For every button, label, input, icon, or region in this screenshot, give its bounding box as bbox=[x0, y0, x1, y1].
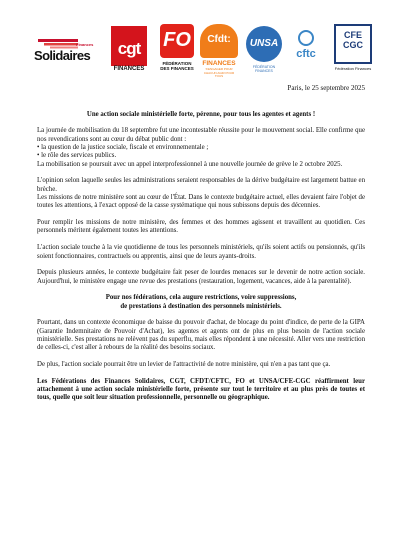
fo-logo bbox=[158, 24, 196, 78]
paragraph-action-sociale: L'action sociale touche à la vie quotidienne de tous les personnels ministériels, qu'ils soient actifs ou pensionnés, qu'ils soient fonctionnaires, contractuels ou apprentis, ainsi que de leurs ayants-droits. bbox=[37, 244, 365, 260]
paragraph-opinion: L'opinion selon laquelle seules les administrations seraient responsables de la dérive budgétaire est largement battue en brèche. bbox=[37, 177, 365, 193]
solidaires-name: Solidaires bbox=[34, 48, 91, 63]
paragraph-missions: Les missions de notre ministère sont au cœur de l'État. Dans le contexte budgétaire actuel, elles devaient faire l'objet de toutes les attentions, à l'exact opposé de la casse systématique qui nous subissons depuis des décennies. bbox=[37, 194, 365, 210]
bullet-services: • le rôle des services publics. bbox=[37, 152, 117, 160]
spacer bbox=[37, 261, 365, 269]
cfe-cgc-subtitle: Fédération Finances bbox=[334, 66, 372, 71]
cfdt-name: Cfdt: bbox=[207, 34, 231, 45]
union-logos-banner bbox=[34, 22, 376, 80]
cftc-logo bbox=[286, 30, 326, 70]
paragraph-conclusion: Les Fédérations des Finances Solidaires, CGT, CFDT/CFTC, FO et UNSA/CFE-CGC réaffirment leur attachement à une action sociale ministérielle forte, présente sur tout le territoire et au plus près de toutes et tous, quelle que soit leur situation professionnelle, personnelle ou géographique. bbox=[37, 377, 365, 402]
document-body bbox=[37, 111, 365, 403]
paragraph-attractivite: De plus, l'action sociale pourrait être un levier de l'attractivité de notre ministère, qui n'en a pas tant que ça. bbox=[37, 360, 331, 368]
heading-line-1: Pour nos fédérations, cela augure restrictions, voire suppressions, bbox=[105, 294, 297, 302]
fo-subtitle: FÉDÉRATION DES FINANCES bbox=[160, 61, 194, 71]
paragraph-pouvoir-achat: Pourtant, dans un contexte économique de baisse du pouvoir d'achat, de blocage du point d'indice, de perte de la GIPA (Garantie Indemnitaire de Pouvoir d'Achat), les agentes et agents ont de plus en plus besoin de l'action sociale ministérielle. Ses prestations ne relèvent pas du superflu, mais elles répondent à une nécessité. Aller vers une restriction de celles-ci, c'est aller à rebours de la réalité des besoins sociaux. bbox=[37, 319, 365, 352]
unsa-logo bbox=[244, 26, 284, 74]
solidaires-subtitle: Finances bbox=[76, 42, 94, 47]
cgt-logo bbox=[111, 26, 147, 76]
cfdt-logo bbox=[200, 24, 238, 80]
solidaires-logo bbox=[34, 36, 102, 72]
spacer bbox=[37, 311, 365, 319]
spacer bbox=[37, 286, 365, 294]
heading-line-2: de prestations à destination des personnels ministériels. bbox=[120, 302, 282, 310]
cftc-ring-icon bbox=[298, 30, 314, 46]
spacer bbox=[37, 353, 365, 361]
cfdt-subtitle: FINANCES bbox=[202, 60, 236, 67]
bullet-justice: • la question de la justice sociale, fiscale et environnementale ; bbox=[37, 144, 209, 152]
spacer bbox=[37, 236, 365, 244]
paragraph-personnels: Pour remplir les missions de notre ministère, des femmes et des hommes agissent et travaillent au quotidien. Ces personnels méritent également toutes les attentions. bbox=[37, 219, 365, 235]
cfdt-tagline: S'ENGAGER POUR CHACUN AGIR POUR TOUS bbox=[203, 67, 235, 78]
paragraph-mobilisation: La mobilisation se poursuit avec un appel interprofessionnel à une nouvelle journée de grève le 2 octobre 2025. bbox=[37, 160, 343, 168]
cgt-name: cgt bbox=[117, 39, 141, 58]
cfe-cgc-name: CFE CGC bbox=[343, 30, 363, 50]
cftc-name: cftc bbox=[296, 48, 316, 60]
spacer bbox=[37, 369, 365, 377]
unsa-name: UNSA bbox=[249, 38, 279, 49]
paragraph-contexte: Depuis plusieurs années, le contexte budgétaire fait peser de lourdes menaces sur le devenir de notre action sociale. Aujourd'hui, le ministère engage une revue des prestations (restauration, logement, vacances, aide à la parentalité). bbox=[37, 269, 365, 285]
unsa-subtitle: FÉDÉRATION FINANCES bbox=[252, 65, 276, 73]
fo-name: FO bbox=[163, 29, 191, 51]
document-title: Une action sociale ministérielle forte, pérenne, pour tous les agentes et agents ! bbox=[86, 111, 316, 118]
cgt-subtitle: FINANCES bbox=[113, 66, 145, 72]
paragraph-intro: La journée de mobilisation du 18 septembre fut une incontestable réussite pour le mouvement social. Elle confirme que nos revendications sont au cœur du débat public dont : bbox=[37, 127, 365, 143]
spacer bbox=[37, 211, 365, 219]
document-date: Paris, le 25 septembre 2025 bbox=[287, 84, 365, 92]
cfe-cgc-logo bbox=[330, 22, 376, 80]
spacer bbox=[37, 169, 365, 177]
